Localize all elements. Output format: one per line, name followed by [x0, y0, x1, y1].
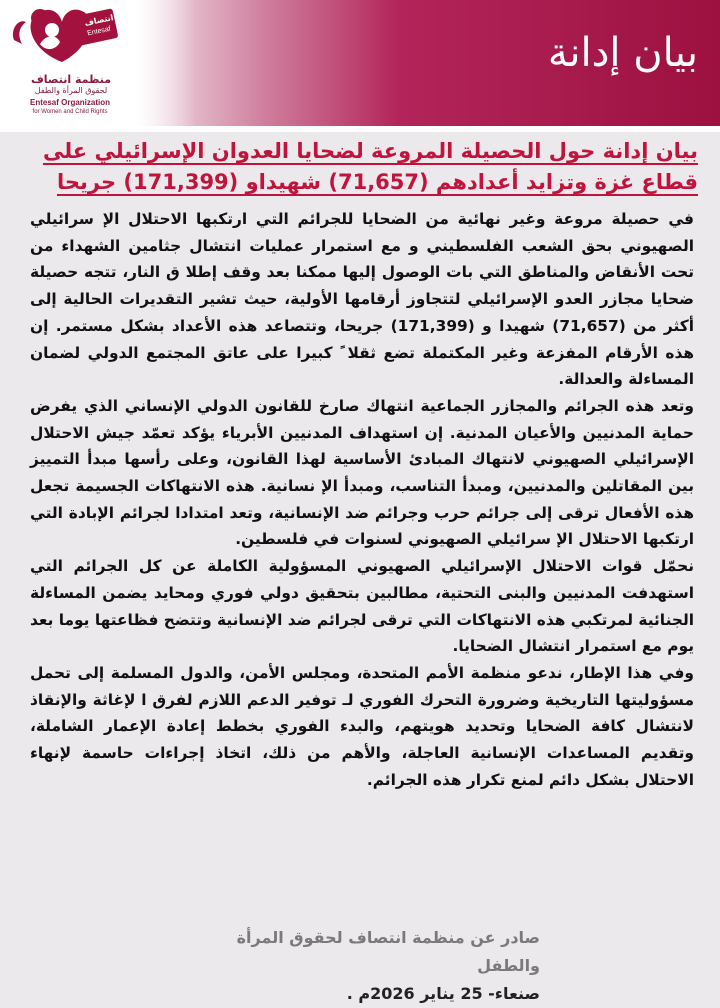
logo-arabic-tagline: لحقوق المرأة والطفل: [34, 86, 108, 95]
body-paragraph: وتعد هذه الجرائم والمجازر الجماعية انتهاك صارخ للقانون الدولي الإنساني الذي يفرض حماية المدنيين والأعيان المدنية. إن استهداف المدنيين الأبرياء يؤكد تعمّد جيش الاحتلال الإسرائيلي الصهيوني لانتهاك المبادئ الأساسية لهذا القانون، وعلى رأسها مبدأ التمييز بين المقاتلين والمدنيين، ومبدأ التناسب، ومبدأ الإ نسانية. هذه الانتهاكات الجسيمة تجعل هذه الأفعال ترقى إلى جرائم حرب وجرائم ضد الإنسانية، وتعد امتدادا لجرائم الإبادة التي ارتكبها الاحتلال الإ سرائيلي الصهيوني لسنوات في فلسطين.: [30, 396, 694, 549]
body-paragraph: نحمّل قوات الاحتلال الإسرائيلي الصهيوني المسؤولية الكاملة عن كل الجرائم التي استهدفت المدنيين والبنى التحتية، مطالبين بتحقيق دولي فوري ومحايد يضمن المساءلة الجنائية لمرتكبي هذه الانتهاكات التي ترقى لجرائم ضد الإنسانية وتتضح فظاعتها يوما بعد يوم مع استمرار انتشال الضحايا.: [30, 557, 694, 656]
statement-headline: [34, 136, 698, 198]
headline-line-2: قطاع غزة وتزايد أعدادهم (71,657) شهيداو (171,399) جريحا: [57, 170, 698, 194]
banner-fade: [136, 0, 196, 126]
body-paragraph: في حصيلة مروعة وغير نهائية من الضحايا للجرائم التي ارتكبها الاحتلال الإ سرائيلي الصهيوني بحق الشعب الفلسطيني و مع استمرار عمليات انتشال جثامين الشهداء من تحت الأنقاض والمناطق التي بات الوصول إليها ممكنا بعد وقف إطلا ق النار، تتجه حصيلة ضحايا مجازر العدو الإسرائيلي لتتجاوز أرقامها الأولية، حيث تشير التقديرات الحالية إلى أكثر من (71,657) شهيدا و (171,399) جريحا، وتتصاعد هذه الأعداد بشكل مستمر. إن هذه الأرقام المفزعة وغير المكتملة تضع ثقلا ً كبيرا على عاتق المجتمع الدولي لضمان المساءلة والعدالة.: [30, 210, 694, 389]
logo-arabic-name: منظمة انتصاف: [30, 73, 112, 86]
logo-badge-english: Entesaf: [86, 25, 112, 38]
body-paragraph: وفي هذا الإطار، ندعو منظمة الأمم المتحدة، ومجلس الأمن، والدول المسلمة إلى تحمل مسؤوليتها التاريخية وضرورة التحرك الفوري لـ توفير الدعم اللازم لفرق ا لإغاثة والإنقاذ لانتشال كافة الضحايا وتحديد هويتهم، والبدء الفوري بخطط إعادة الإعمار الشاملة، وتقديم المساعدات الإنسانية العاجلة، والأهم من ذلك، اتخاذ إجراءات حاسمة لإنهاء الاحتلال بشكل دائم لمنع تكرار هذه الجرائم.: [30, 663, 694, 789]
statement-body: [30, 206, 694, 793]
statement-footer: [230, 924, 540, 1008]
header: [0, 0, 720, 132]
organization-logo: [0, 0, 140, 120]
logo-english-tagline: for Women and Child Rights: [32, 109, 108, 115]
document-type-title: بيان إدانة: [547, 30, 698, 76]
date-line: صنعاء- 25 يناير 2026م .: [346, 984, 540, 1003]
logo-badge-arabic: انتصاف: [83, 13, 115, 28]
headline-line-1: بيان إدانة حول الحصيلة المروعة لضحايا العدوان الإسرائيلي على: [42, 139, 698, 163]
issuer-line: صادر عن منظمة انتصاف لحقوق المرأة والطفل: [236, 928, 540, 975]
logo-english-name: Entesaf Organization: [29, 98, 110, 107]
title-banner: [136, 0, 720, 126]
